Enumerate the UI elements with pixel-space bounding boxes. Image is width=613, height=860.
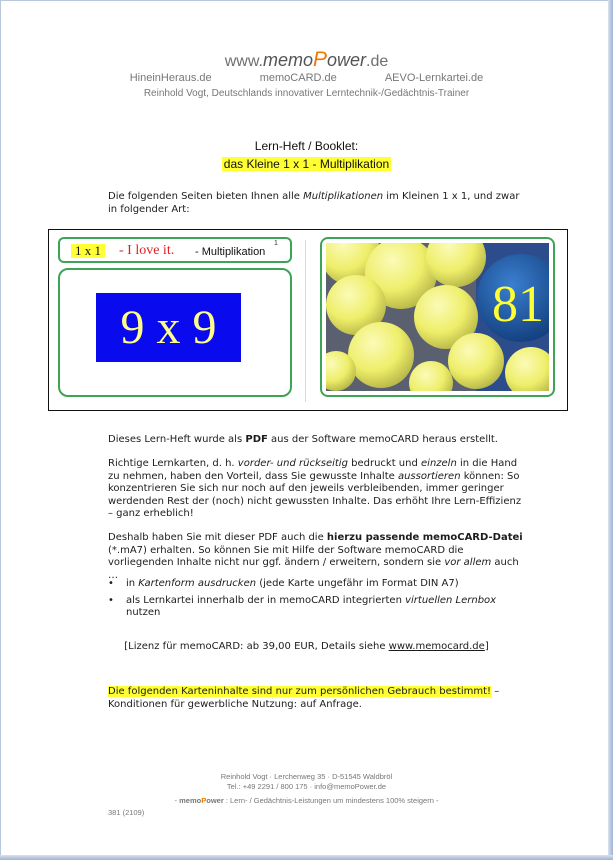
- card-badge: 1 x 1: [71, 244, 105, 258]
- card-love-text: - I love it.: [119, 243, 175, 258]
- brand-logo: memoPower: [262, 48, 367, 71]
- footer-slogan: - memoPower : Lern- / Gedächtnis-Leistungen um mindestens 100% steigern -: [174, 796, 439, 805]
- site-suffix: .de: [366, 53, 389, 70]
- site-prefix: www.: [224, 53, 263, 70]
- card-divider: [305, 240, 306, 402]
- card-question: [58, 268, 292, 397]
- footer-contact: Tel.: +49 2291 / 800 175 · info@memoPower.de: [226, 782, 387, 791]
- usage-note: Die folgenden Karteninhalte sind nur zum persönlichen Gebrauch bestimmt! – Konditionen für gewerbliche Nutzung: auf Anfrage.: [108, 686, 500, 710]
- license-line: [Lizenz für memoCARD: ab 39,00 EUR, Details siehe www.memocard.de]: [124, 641, 489, 652]
- list-item: • als Lernkartei innerhalb der in memoCARD integrierten virtuellen Lernbox nutzen: [108, 594, 497, 618]
- question-text: 9 x 9: [120, 301, 217, 354]
- link-aevo[interactable]: AEVO-Lernkartei.de: [384, 72, 484, 84]
- doc-title: Lern-Heft / Booklet:: [254, 139, 359, 153]
- memocard-link[interactable]: www.memocard.de: [388, 641, 485, 652]
- card-number: 1: [274, 240, 278, 247]
- bullet-icon: •: [108, 594, 114, 606]
- doc-subtitle: das Kleine 1 x 1 - Multiplikation: [223, 157, 390, 171]
- card-topic: - Multiplikation: [195, 246, 266, 258]
- question-box: [96, 293, 241, 362]
- feature-list: [108, 578, 528, 624]
- link-memocard[interactable]: memoCARD.de: [259, 72, 337, 84]
- page-number: 381 (2109): [108, 808, 145, 817]
- usage-highlight: Die folgenden Karteninhalte sind nur zum persönlichen Gebrauch bestimmt!: [108, 686, 492, 697]
- balloons-image: [326, 243, 549, 391]
- card-header: [58, 237, 292, 263]
- page-shadow-right: [608, 0, 613, 860]
- footer-address: Reinhold Vogt · Lerchenweg 35 · D-51545 Waldbröl: [220, 772, 393, 781]
- list-item: • in Kartenform ausdrucken (jede Karte ungefähr im Format DIN A7): [108, 578, 459, 589]
- intro-paragraph: Die folgenden Seiten bieten Ihnen alle Multiplikationen im Kleinen 1 x 1, und zwar in folgender Art:: [108, 191, 520, 215]
- bullet-icon: •: [108, 578, 114, 589]
- paragraph-memocard: Deshalb haben Sie mit dieser PDF auch die hierzu passende memoCARD-Datei (*.mA7) erhalten. So können Sie mit Hilfe der Software memoCARD die vorliegenden Inhalte nicht nur ggf. ändern / erweitern, sondern sie vor allem auch …: [108, 532, 523, 581]
- answer-text: 81: [492, 276, 544, 333]
- site-title[interactable]: [0, 48, 613, 72]
- header-links: [0, 72, 613, 84]
- paragraph-pdf: Dieses Lern-Heft wurde als PDF aus der Software memoCARD heraus erstellt.: [108, 434, 498, 445]
- page-shadow-bottom: [0, 855, 613, 860]
- author-line: Reinhold Vogt, Deutschlands innovativer Lerntechnik-/Gedächtnis-Trainer: [143, 88, 470, 99]
- link-hineinheraus[interactable]: HineinHeraus.de: [129, 72, 212, 84]
- paragraph-lernkarten: Richtige Lernkarten, d. h. vorder- und rückseitig bedruckt und einzeln in die Hand zu nehmen, haben den Vorteil, dass Sie gewusste Inhalte aussortieren können: So konzentrieren Sie sich nur noch auf den jeweils verbleibenden, immer geringer werdenden Rest der (noch) nicht gewussten Inhalte. Das erhöht Ihre Lern-Effizienz – ganz erheblich!: [108, 458, 522, 519]
- card-answer: [320, 237, 555, 397]
